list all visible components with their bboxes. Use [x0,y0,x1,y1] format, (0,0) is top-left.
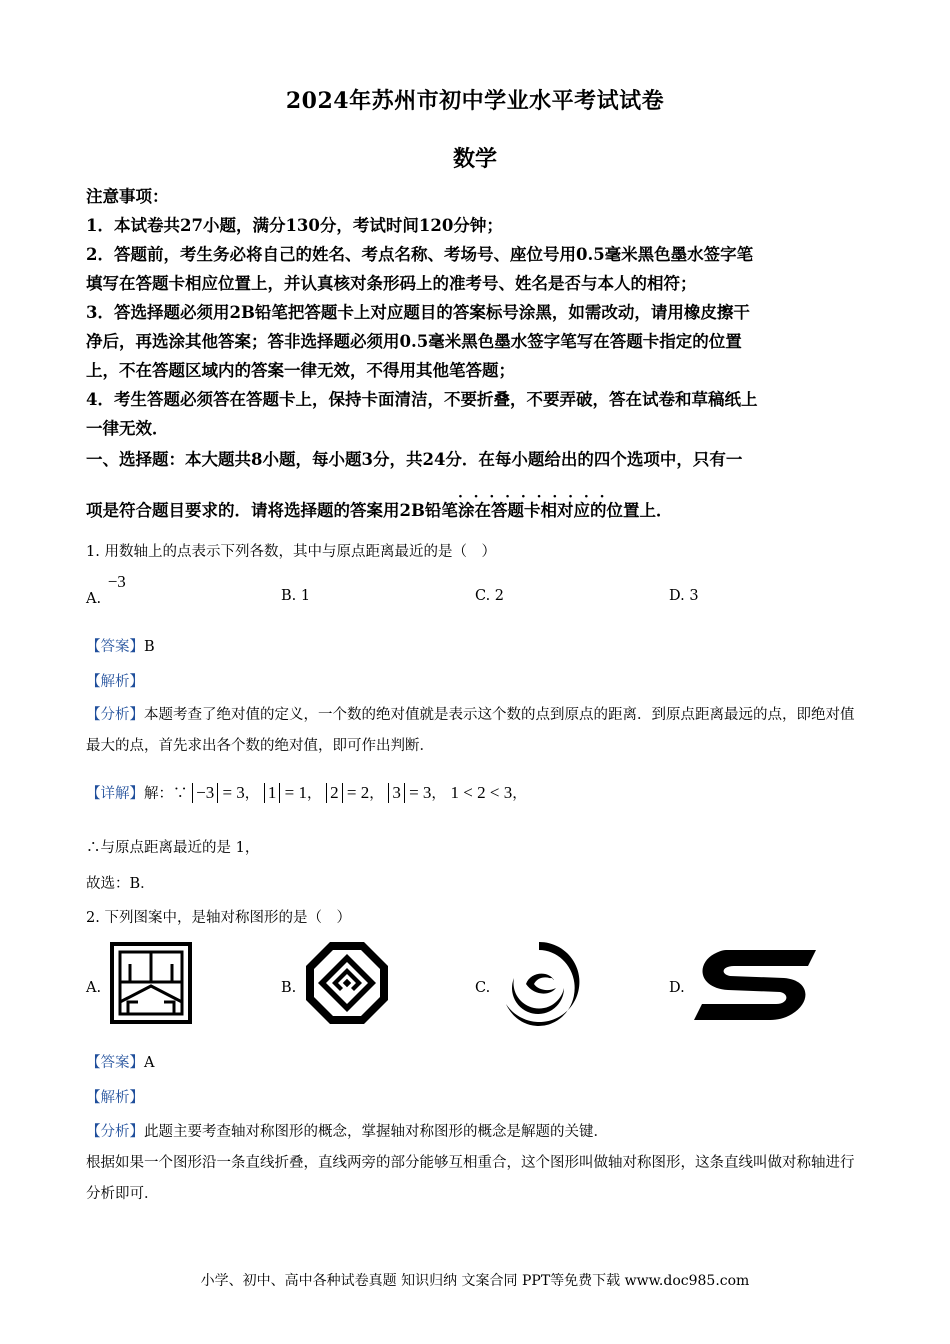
q1-option-a-value: −3 [107,572,126,591]
window-pattern-icon [110,942,192,1024]
q1-option-c: C. 2 [475,588,505,604]
q1-option-b: B. 1 [281,588,311,604]
q2-answer: 【答案】A [86,1055,155,1071]
q1-conclusion: ∴与原点距离最近的是 1， [86,840,260,856]
abs-expr: −3 = 3 [192,783,245,802]
swirl-circle-icon [496,938,582,1026]
q1-choice: 故选：B． [86,876,155,892]
s-logo-icon [688,944,822,1024]
octagon-spiral-icon [304,940,390,1026]
question-2-stem: 2. 下列图案中，是轴对称图形的是（ ） [86,910,351,926]
section-heading-2: 项是符合题目要求的．请将选择题的答案用2B铅笔· · · 涂在答题卡相对应的位置上． [86,496,876,525]
q2-option-a-label: A. [86,980,102,996]
notice-line: 4．考生答题必须答在答题卡上，保持卡面清洁，不要折叠，不要弄破，答在试卷和草稿纸上 [86,390,758,409]
abs-expr: 1 = 1 [264,783,307,802]
q1-analysis-tag: 【解析】 [86,674,144,690]
notice-block [86,182,876,443]
page-title: 2024年苏州市初中学业水平考试试卷 [285,88,665,114]
q1-option-a: A. −3 [86,572,126,607]
answer-tag: 【答案】 [86,639,144,655]
notice-line: 3．答选择题必须用2B铅笔把答题卡上对应题目的答案标号涂黑，如需改动，请用橡皮擦干 [86,303,750,322]
notice-line: 1．本试卷共27小题，满分130分，考试时间120分钟； [86,216,503,235]
abs-expr: 3 = 3 [388,783,431,802]
notice-line: 一律无效． [86,419,169,438]
page-footer: 小学、初中、高中各种试卷真题 知识归纳 文案合同 PPT等免费下载 www.doc985.com [200,1273,750,1289]
emphasis-dotted-text: · · · 涂在答题卡相对应的位置上 [458,501,656,520]
section-heading: 一、选择题：本大题共8小题，每小题3分，共24分．在每小题给出的四个选项中，只有一 [86,450,743,469]
inequality: 1 < 2 < 3 [450,783,513,802]
notice-line: 填写在答题卡相应位置上，并认真核对条形码上的准考号、姓名是否与本人的相符； [86,274,697,293]
answer-tag: 【答案】 [86,1055,144,1071]
q1-detail: 【详解】解：∵ −3 = 3， 1 = 1， 2 = 2， 3 = 3， 1 < 2 < 3， [86,783,527,802]
q2-option-b-label: B. [281,980,297,996]
notice-line: 净后，再选涂其他答案；答非选择题必须用0.5毫米黑色墨水签字笔写在答题卡指定的位置 [86,332,742,351]
subject-title: 数学 [452,146,497,172]
q2-option-c-label: C. [475,980,491,996]
abs-expr: 2 = 2 [326,783,369,802]
q2-option-d-label: D. [669,980,685,996]
q1-answer: 【答案】B [86,639,155,655]
q1-option-d: D. 3 [669,588,699,604]
q2-fenxi: 【分析】此题主要考查轴对称图形的概念，掌握轴对称图形的概念是解题的关键． [86,1124,608,1140]
q2-analysis-tag: 【解析】 [86,1090,144,1106]
q2-explain: 根据如果一个图形沿一条直线折叠，直线两旁的部分能够互相重合，这个图形叫做轴对称图形，这条直线叫做对称轴进行分析即可． [86,1155,855,1202]
notice-line: 2．答题前，考生务必将自己的姓名、考点名称、考场号、座位号用0.5毫米黑色墨水签字笔 [86,245,754,264]
notice-heading: 注意事项： [86,187,169,206]
question-1-stem: 1. 用数轴上的点表示下列各数，其中与原点距离最近的是（ ） [86,544,496,560]
q1-fenxi: 【分析】本题考查了绝对值的定义，一个数的绝对值就是表示这个数的点到原点的距离．到原点距离最远的点，即绝对值最大的点，首先求出各个数的绝对值，即可作出判断． [86,707,855,754]
notice-line: 上，不在答题区域内的答案一律无效，不得用其他笔答题； [86,361,515,380]
